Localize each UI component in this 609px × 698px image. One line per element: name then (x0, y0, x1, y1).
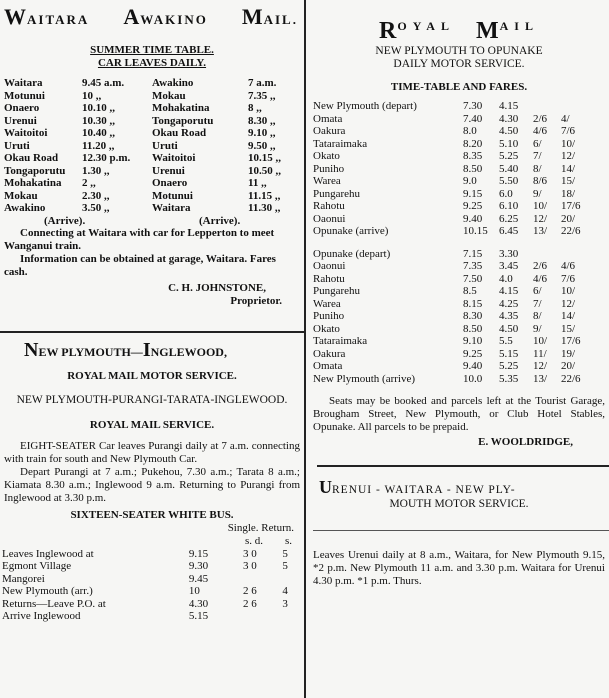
title-word: AIL. (263, 12, 298, 27)
inglewood-para-1: EIGHT-SEATER Car leaves Purangi daily at 7 a.m. connecting with train for south and New Plymouth Car. (4, 440, 300, 465)
table-cell: 8.50 (463, 322, 483, 335)
table-cell: Motunui (4, 89, 45, 102)
table-cell: 14/ (561, 162, 576, 175)
table-cell: 5.15 (499, 347, 519, 360)
table-cell: 13/ (533, 372, 548, 385)
table-cell: Mohakatina (152, 102, 210, 114)
table-cell (561, 248, 585, 261)
table-cell: 8.15 (463, 297, 483, 310)
table-cell: 13/ (533, 225, 548, 237)
table-cell: Waitoitoi (152, 152, 196, 164)
table-cell: Pungarehu (313, 285, 361, 297)
table-row (313, 175, 607, 188)
table-cell: 22/6 (561, 225, 581, 237)
table-cell: 7.50 (463, 272, 483, 285)
opunake-advertisement (309, 0, 609, 449)
table-cell: Urenui (4, 114, 37, 127)
table-row (313, 298, 607, 311)
table-cell: 7 a.m. (248, 77, 277, 89)
table-cell (282, 610, 302, 623)
table-cell: Oakura (313, 347, 346, 360)
table-cell: Mohakatina (4, 177, 62, 189)
table-cell: 7/6 (561, 272, 576, 285)
table-cell: 8.50 (463, 162, 483, 175)
title-initial: I (142, 339, 151, 361)
table-cell: Opunake (arrive) (313, 225, 389, 237)
table-cell: 5.5 (499, 335, 513, 347)
table-cell: Okau Road (4, 152, 59, 164)
table-cell: Oakura (313, 125, 346, 137)
urenui-title-2: MOUTH MOTOR SERVICE. (389, 498, 529, 510)
table-cell: 8.35 (463, 150, 483, 162)
table-cell: 5.25 (499, 360, 519, 372)
table-row (313, 260, 607, 273)
title-initial: A (123, 4, 141, 29)
table-row (2, 548, 302, 561)
table-cell: 2 ,, (82, 177, 96, 189)
awakino-note-2: Information can be obtained at garage, Waitara. Fares cash. (4, 253, 276, 278)
title-initial: W (4, 4, 27, 29)
table-cell: 19/ (561, 347, 576, 360)
table-cell: 20/ (561, 360, 576, 372)
table-cell: Tataraimaka (313, 137, 368, 150)
table-cell: 2 6 (242, 585, 257, 597)
bus-timetable (0, 548, 304, 623)
table-cell: 3.30 (499, 247, 519, 260)
table-cell: 10.50 ,, (248, 164, 281, 177)
table-cell: Puniho (313, 310, 345, 322)
table-cell: 9.0 (463, 175, 477, 187)
title-initial: U (319, 477, 332, 497)
table-row (313, 100, 607, 113)
table-cell (243, 610, 282, 623)
table-cell: Waitara (152, 202, 191, 214)
table-cell: 4.35 (499, 310, 519, 322)
table-cell: Oaonui (313, 212, 346, 225)
table-row (2, 560, 302, 573)
table-cell: Opunake (depart) (313, 247, 391, 260)
table-cell: 9.25 (463, 200, 483, 212)
table-row (4, 165, 300, 178)
table-cell: 9.45 a.m. (82, 77, 125, 89)
table-cell: Awakino (4, 202, 46, 214)
title-word: NGLEWOOD, (150, 345, 227, 359)
table-cell: 12.30 p.m. (82, 152, 131, 164)
table-row (2, 610, 302, 623)
title-word: WAKINO (140, 12, 208, 27)
opunake-signature: E. WOOLDRIDGE, (478, 436, 573, 448)
awakino-subtitle: SUMMER TIME TABLE. (90, 44, 214, 56)
table-cell: Omata (313, 360, 343, 372)
table-cell: 7.35 ,, (248, 89, 276, 102)
table-row (313, 360, 607, 373)
table-cell: Tataraimaka (313, 335, 368, 347)
table-row (4, 102, 300, 115)
left-column (0, 0, 304, 623)
awakino-ad-title (0, 0, 304, 30)
title-word: EW PLYMOUTH— (38, 345, 143, 359)
table-cell: Okato (313, 150, 340, 162)
fare-head: Single. Return. (227, 522, 294, 534)
table-cell: Mokau (152, 89, 186, 102)
table-row (313, 188, 607, 201)
fare-sub-col: s. (285, 535, 293, 547)
table-cell: 9.40 (463, 360, 483, 372)
table-cell: 20/ (561, 212, 576, 225)
table-cell: 10/ (533, 200, 548, 212)
table-cell: 22/6 (561, 372, 581, 385)
awakino-timetable (0, 77, 304, 215)
table-cell: Warea (313, 297, 341, 310)
table-cell: 11/ (533, 347, 547, 360)
table-cell: 4.25 (499, 297, 519, 310)
table-cell: 9/ (533, 187, 542, 200)
table-row (313, 323, 607, 336)
table-cell: 9.15 (463, 187, 483, 200)
title-word: AIL (499, 19, 539, 33)
table-cell: Arrive Inglewood (2, 610, 81, 622)
awakino-advertisement (0, 0, 304, 331)
table-cell: Urenui (152, 164, 185, 177)
table-cell: 7/6 (561, 125, 576, 137)
title-initial: M (475, 18, 500, 44)
table-cell: 6.10 (499, 200, 519, 212)
table-cell: 12/ (561, 150, 576, 162)
table-cell: 2 6 (242, 597, 257, 610)
table-cell: Okato (313, 322, 340, 335)
table-cell: 7.30 (463, 100, 483, 112)
table-cell: 8/ (533, 310, 542, 322)
table-cell: Waitara (4, 77, 43, 89)
awakino-note-1: Connecting at Waitara with car for Lepperton to meet Wanganui train. (4, 227, 275, 252)
table-cell: 8.0 (463, 125, 477, 137)
table-cell: 10.40 ,, (82, 127, 115, 139)
table-cell: 15/ (561, 322, 576, 335)
table-cell: Motunui (152, 189, 193, 202)
inglewood-para-2: Depart Purangi at 7 a.m.; Pukehou, 7.30 a.m.; Tarata 8 a.m.; Kiamata 8.30 a.m.; Inglewood 9 a.m. Returning to Purangi from Inglewood at 3.30 p.m. (4, 466, 300, 504)
table-row (4, 190, 300, 203)
opunake-service: DAILY MOTOR SERVICE. (393, 58, 525, 70)
urenui-para: Leaves Urenui daily at 8 a.m., Waitara, for New Plymouth 9.15, *2 p.m. New Plymouth 11 a.m. and 3.30 p.m. Waitara for Urenui 4.30 p.m. *1 p.m. Thurs. (313, 549, 605, 587)
table-row (313, 225, 607, 238)
table-cell: 4.50 (499, 322, 519, 335)
table-cell: 15/ (561, 175, 576, 187)
fare-sub-col: s. d. (245, 535, 264, 547)
table-cell: 5 (282, 547, 288, 560)
table-cell: 8/6 (533, 175, 548, 187)
title-initial: N (24, 339, 39, 361)
arrive-label-left: (Arrive). (44, 214, 86, 227)
table-row (313, 335, 607, 348)
table-cell: Onaero (4, 102, 40, 114)
table-cell: 9.40 (463, 212, 483, 225)
table-row (2, 573, 302, 586)
table-row (313, 163, 607, 176)
table-cell: 5.25 (499, 150, 519, 162)
opunake-route: NEW PLYMOUTH TO OPUNAKE (375, 45, 543, 57)
table-cell: 3.45 (499, 260, 519, 272)
inglewood-service: ROYAL MAIL MOTOR SERVICE. (67, 370, 237, 382)
table-cell: 10.0 (463, 372, 483, 385)
bus-title: SIXTEEN-SEATER WHITE BUS. (70, 509, 234, 521)
table-cell: 3 0 (242, 560, 257, 572)
title-word: OYAL (397, 19, 455, 33)
table-cell (533, 100, 561, 113)
table-cell: Puniho (313, 162, 345, 175)
table-cell: New Plymouth (depart) (313, 100, 417, 112)
table-cell: 11.30 ,, (248, 202, 281, 214)
opunake-ad-title (309, 0, 609, 45)
table-cell: 12/ (533, 360, 548, 372)
table-cell: Leaves Inglewood at (2, 547, 94, 560)
table-cell: 12/ (561, 297, 576, 310)
title-initial: R (379, 18, 398, 44)
table-cell: 10/ (561, 285, 576, 297)
table-cell: 5 (282, 560, 288, 572)
fare-sub-head (0, 535, 304, 548)
table-cell: 2/6 (533, 260, 548, 272)
title-initial: M (241, 4, 264, 29)
table-cell: New Plymouth (arrive) (313, 372, 416, 385)
table-cell: 14/ (561, 310, 576, 322)
table-cell: 2/6 (533, 112, 548, 125)
inglewood-service-2: ROYAL MAIL SERVICE. (89, 419, 215, 431)
table-row (313, 310, 607, 323)
table-row (4, 115, 300, 128)
table-row (313, 348, 607, 361)
table-cell: 5.35 (499, 372, 519, 385)
table-row (313, 113, 607, 126)
table-cell: Omata (313, 112, 343, 125)
table-cell: 7/ (533, 297, 542, 310)
title-word: RENUI - WAITARA - NEW PLY- (332, 484, 516, 496)
table-cell: 18/ (561, 187, 576, 200)
table-row (313, 125, 607, 138)
table-cell: 4/6 (533, 125, 548, 137)
table-cell: Returns—Leave P.O. at (2, 597, 106, 610)
table-cell (282, 573, 302, 586)
table-row (4, 77, 300, 90)
table-cell: Oaonui (313, 260, 346, 272)
table-cell: 4.15 (499, 100, 519, 112)
table-cell: 7.35 (463, 260, 483, 272)
table-cell: 4/ (561, 112, 570, 125)
table-cell: Awakino (152, 77, 194, 89)
table-cell: 8.30 ,, (248, 114, 276, 127)
table-row (313, 213, 607, 226)
table-cell: 4/6 (561, 260, 576, 272)
table-row (313, 138, 607, 151)
table-cell: Warea (313, 175, 341, 187)
table-cell: 10 ,, (82, 89, 102, 102)
table-cell: Rahotu (313, 200, 345, 212)
table-cell: Pungarehu (313, 187, 361, 200)
table-row (313, 248, 607, 261)
table-cell: 6.25 (499, 212, 519, 225)
table-cell: 8.30 (463, 310, 483, 322)
table-cell: 17/6 (561, 200, 581, 212)
table-row (313, 200, 607, 213)
table-row (4, 127, 300, 140)
inglewood-route: NEW PLYMOUTH-PURANGI-TARATA-INGLEWOOD. (16, 394, 288, 406)
table-cell: 8.20 (463, 137, 483, 150)
table-cell: 5.50 (499, 175, 519, 187)
table-cell: 4 (282, 585, 288, 597)
table-cell (561, 100, 585, 113)
table-cell: 4.0 (499, 272, 513, 285)
table-row (313, 150, 607, 163)
table-cell: 10/ (561, 137, 576, 150)
table-cell: Uruti (4, 139, 30, 152)
table-cell: 7.15 (463, 247, 483, 260)
table-row (313, 285, 607, 298)
table-cell: 6/ (533, 285, 542, 297)
table-cell: Uruti (152, 139, 178, 152)
arrive-row (0, 215, 304, 228)
table-cell: 6/ (533, 137, 542, 150)
table-cell: 5.10 (499, 137, 519, 150)
table-cell: 1.30 ,, (82, 164, 110, 177)
table-cell: 8/ (533, 162, 542, 175)
table-cell: Tongaporutu (4, 164, 66, 177)
table-cell (243, 573, 282, 586)
table-cell: 9.30 (188, 560, 209, 572)
table-cell: 10.30 ,, (82, 114, 115, 127)
table-cell: Tongaporutu (152, 114, 214, 127)
table-cell: New Plymouth (arr.) (2, 585, 93, 597)
table-cell: 12/ (533, 212, 548, 225)
table-cell: Mokau (4, 189, 38, 202)
urenui-ad-title (309, 467, 609, 498)
table-cell: Rahotu (313, 272, 345, 285)
inglewood-advertisement (0, 333, 304, 623)
table-cell: 11 ,, (248, 177, 267, 189)
table-cell: 17/6 (561, 335, 581, 347)
table-cell: 2.30 ,, (82, 189, 110, 202)
right-column (309, 0, 609, 588)
table-cell: 3 (282, 597, 288, 610)
table-cell: 8 ,, (248, 102, 262, 114)
table-row (4, 177, 300, 190)
table-cell: 9.50 ,, (248, 139, 276, 152)
table-cell: 3 0 (242, 547, 257, 560)
table-cell: 10.15 ,, (248, 152, 281, 164)
table-cell: 4.30 (499, 112, 519, 125)
table-cell: 5.40 (499, 162, 519, 175)
title-word: AITARA (27, 12, 90, 27)
opunake-note: Seats may be booked and parcels left at the Tourist Garage, Brougham Street, New Plymouth, or Club Hotel Stables, Opunake. All parcels to be prepaid. (313, 395, 605, 433)
table-cell: 6.45 (499, 225, 519, 237)
inglewood-ad-title (0, 333, 304, 362)
table-cell: 4/6 (533, 272, 548, 285)
table-row (4, 140, 300, 153)
table-cell: 3.50 ,, (82, 202, 110, 214)
table-row (2, 598, 302, 611)
table-cell: Onaero (152, 177, 188, 189)
table-row (313, 273, 607, 286)
table-cell: Waitoitoi (4, 127, 48, 139)
awakino-signature-title: Proprietor. (230, 295, 282, 307)
table-cell: 9.25 (463, 347, 483, 360)
table-row (313, 373, 607, 386)
opunake-return-timetable (309, 248, 609, 386)
table-cell: Mangorei (2, 572, 45, 585)
table-cell: Okau Road (152, 127, 207, 139)
table-cell: 10.15 (463, 225, 488, 237)
table-cell: 9.15 (188, 547, 209, 560)
table-cell: 9.10 ,, (248, 127, 276, 139)
column-divider (304, 0, 306, 698)
table-row (4, 152, 300, 165)
table-cell: 8.5 (463, 285, 477, 297)
table-cell: 10/ (533, 335, 548, 347)
table-cell: 10 (188, 585, 200, 597)
opunake-outbound-timetable (309, 100, 609, 238)
table-row (4, 202, 300, 215)
table-cell: 11.20 ,, (82, 139, 115, 152)
table-cell: 6.0 (499, 187, 513, 200)
table-cell: 5.15 (188, 610, 209, 622)
table-cell: 4.50 (499, 125, 519, 137)
section-rule (313, 530, 609, 531)
table-cell: 4.15 (499, 285, 519, 297)
awakino-signature: C. H. JOHNSTONE, (168, 282, 266, 294)
table-cell: Egmont Village (2, 560, 72, 572)
urenui-advertisement (309, 467, 609, 588)
table-cell: 11.15 ,, (248, 189, 281, 202)
table-cell: 7/ (533, 150, 542, 162)
table-row (4, 90, 300, 103)
table-cell: 9/ (533, 322, 542, 335)
arrive-label-right: (Arrive). (199, 214, 241, 227)
table-row (2, 585, 302, 598)
table-cell: 9.10 (463, 335, 483, 347)
table-cell (533, 248, 561, 261)
table-cell: 7.40 (463, 112, 483, 125)
awakino-subtitle-2: CAR LEAVES DAILY. (97, 57, 207, 69)
table-cell: 9.45 (188, 572, 209, 585)
timetable-title: TIME-TABLE AND FARES. (390, 81, 528, 93)
table-cell: 10.10 ,, (82, 102, 115, 114)
table-cell: 4.30 (188, 597, 209, 610)
